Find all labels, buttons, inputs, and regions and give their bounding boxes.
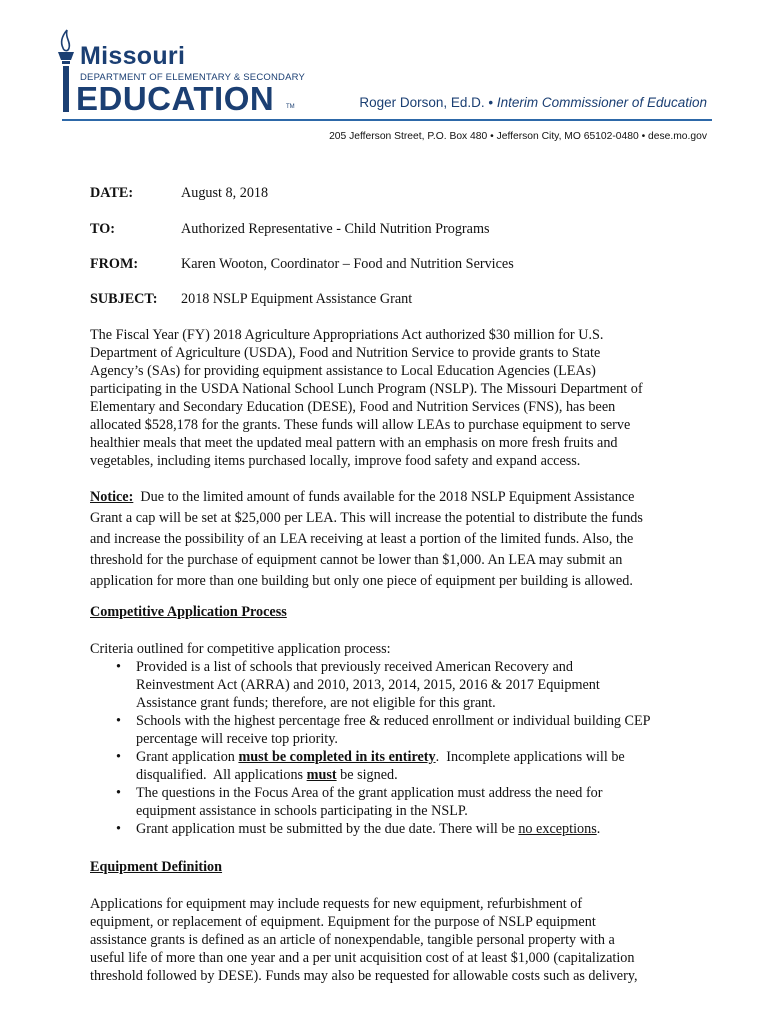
emphasis-text: must bbox=[306, 767, 337, 783]
list-item bbox=[90, 658, 710, 712]
notice-line: application for more than one building but only one piece of equipment per building is allowed. bbox=[90, 573, 633, 589]
notice-line: threshold for the purchase of equipment cannot be lower than $1,000. An LEA may submit an bbox=[90, 552, 623, 568]
equipment-line: useful life of more than one year and a per unit acquisition cost of at least $1,000 (capitalization bbox=[90, 950, 635, 966]
intro-line: healthier meals that meet the updated meal pattern with an emphasis on more fresh fruits and bbox=[90, 435, 618, 451]
commissioner-title: Interim Commissioner of Education bbox=[496, 95, 707, 110]
intro-line: The Fiscal Year (FY) 2018 Agriculture Appropriations Act authorized $30 million for U.S. bbox=[90, 327, 604, 343]
criteria-intro: Criteria outlined for competitive application process: bbox=[90, 641, 391, 657]
bullet-line bbox=[136, 820, 710, 838]
logo-education: EDUCATION bbox=[76, 80, 275, 117]
list-item bbox=[90, 712, 710, 748]
commissioner-line bbox=[359, 95, 707, 110]
bullet-text: Grant application bbox=[136, 749, 239, 765]
notice-paragraph bbox=[90, 487, 700, 592]
intro-line: allocated $528,178 for the grants. These funds will allow LEAs to purchase equipment to serve bbox=[90, 417, 631, 433]
bullet-line: The questions in the Focus Area of the grant application must address the need for bbox=[136, 785, 603, 801]
intro-line: participating in the USDA National School Lunch Program (NSLP). The Missouri Department of bbox=[90, 381, 643, 397]
equipment-line: equipment, or replacement of equipment. Equipment for the purpose of NSLP equipment bbox=[90, 914, 596, 930]
bullet-line: percentage will receive top priority. bbox=[136, 731, 338, 747]
to-label: TO: bbox=[90, 221, 115, 237]
commissioner-name: Roger Dorson, Ed.D. • bbox=[359, 95, 494, 110]
equipment-line: threshold followed by DESE). Funds may also be requested for allowable costs such as delivery, bbox=[90, 968, 638, 984]
bullet-icon: • bbox=[116, 749, 121, 765]
bullet-text: be signed. bbox=[336, 767, 398, 783]
bullet-line: Provided is a list of schools that previously received American Recovery and bbox=[136, 659, 573, 675]
bullet-text: Grant application must be submitted by the due date. There will be bbox=[136, 821, 519, 837]
emphasis-text: must be completed in its entirety bbox=[238, 749, 436, 765]
from-label: FROM: bbox=[90, 256, 139, 272]
date-value: August 8, 2018 bbox=[181, 185, 269, 201]
intro-paragraph bbox=[90, 326, 700, 470]
notice-line bbox=[90, 487, 700, 508]
bullet-line: Reinvestment Act (ARRA) and 2010, 2013, 2014, 2015, 2016 & 2017 Equipment bbox=[136, 677, 600, 693]
competitive-heading: Competitive Application Process bbox=[90, 604, 287, 620]
equipment-heading: Equipment Definition bbox=[90, 859, 223, 875]
bullet-icon: • bbox=[116, 785, 121, 801]
notice-text: Due to the limited amount of funds available for the 2018 NSLP Equipment Assistance bbox=[133, 489, 635, 505]
from-value: Karen Wooton, Coordinator – Food and Nutrition Services bbox=[181, 256, 514, 272]
bullet-line bbox=[136, 766, 710, 784]
bullet-icon: • bbox=[116, 659, 121, 675]
bullet-line: equipment assistance in schools participating in the NSLP. bbox=[136, 803, 468, 819]
bullet-icon: • bbox=[116, 821, 121, 837]
torch-icon bbox=[54, 28, 78, 112]
underlined-text: no exceptions bbox=[518, 821, 597, 837]
dese-logo bbox=[54, 28, 354, 116]
header-divider bbox=[62, 119, 712, 121]
equipment-paragraph bbox=[90, 895, 700, 985]
bullet-text: . bbox=[596, 821, 601, 837]
date-label: DATE: bbox=[90, 185, 134, 201]
to-value: Authorized Representative - Child Nutrition Programs bbox=[181, 221, 490, 237]
intro-line: vegetables, including items purchased locally, improve food safety and expand access. bbox=[90, 453, 581, 469]
equipment-line: assistance grants is defined as an article of nonexpendable, tangible personal property with a bbox=[90, 932, 615, 948]
bullet-line bbox=[136, 748, 710, 766]
bullet-text: disqualified. All applications bbox=[136, 767, 307, 783]
list-item bbox=[90, 784, 710, 820]
equipment-line: Applications for equipment may include requests for new equipment, refurbishment of bbox=[90, 896, 583, 912]
list-item bbox=[90, 748, 710, 784]
bullet-text: . Incomplete applications will be bbox=[435, 749, 625, 765]
notice-line: and increase the possibility of an LEA receiving at least a portion of the limited funds. Also, the bbox=[90, 531, 634, 547]
bullet-line: Assistance grant funds; therefore, are not eligible for this grant. bbox=[136, 695, 496, 711]
logo-missouri: Missouri bbox=[80, 42, 186, 70]
bullet-line: Schools with the highest percentage free & reduced enrollment or individual building CEP bbox=[136, 713, 651, 729]
intro-line: Elementary and Secondary Education (DESE), Food and Nutrition Services (FNS), has been bbox=[90, 399, 616, 415]
intro-line: Agency’s (SAs) for providing equipment assistance to Local Education Agencies (LEAs) bbox=[90, 363, 596, 379]
address-line: 205 Jefferson Street, P.O. Box 480 • Jefferson City, MO 65102-0480 • dese.mo.gov bbox=[329, 131, 707, 142]
notice-label: Notice: bbox=[90, 489, 134, 505]
logo-department: DEPARTMENT OF ELEMENTARY & SECONDARY bbox=[80, 72, 306, 83]
criteria-list bbox=[90, 658, 710, 838]
subject-value: 2018 NSLP Equipment Assistance Grant bbox=[181, 291, 413, 307]
logo-trademark: TM bbox=[286, 104, 295, 110]
bullet-icon: • bbox=[116, 713, 121, 729]
intro-line: Department of Agriculture (USDA), Food and Nutrition Service to provide grants to State bbox=[90, 345, 601, 361]
subject-label: SUBJECT: bbox=[90, 291, 158, 307]
list-item bbox=[90, 820, 710, 838]
notice-line: Grant a cap will be set at $25,000 per LEA. This will increase the potential to distribute the funds bbox=[90, 510, 643, 526]
